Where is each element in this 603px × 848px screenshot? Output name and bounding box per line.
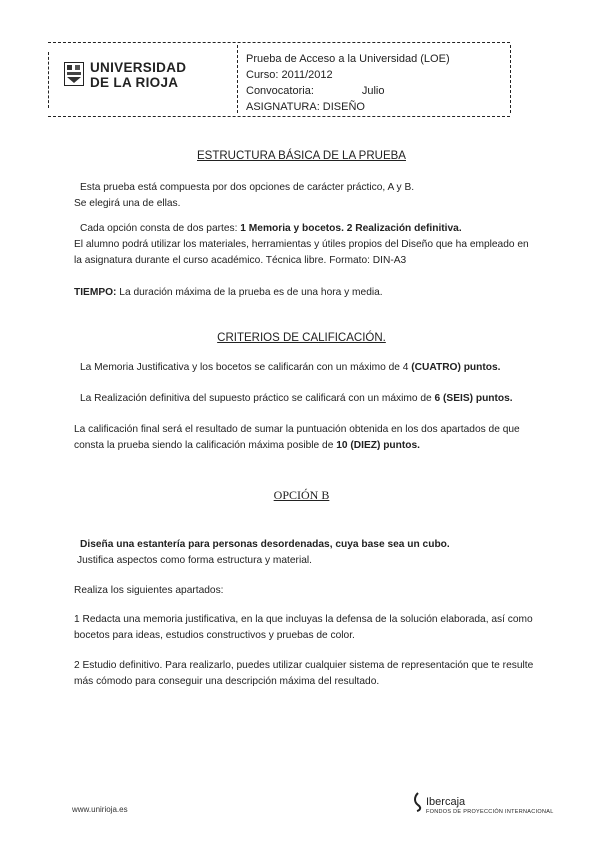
structure-heading: ESTRUCTURA BÁSICA DE LA PRUEBA <box>197 150 406 162</box>
structure-p1-line1: Esta prueba está compuesta por dos opciones de carácter práctico, A y B. <box>80 182 415 193</box>
option-heading: OPCIÓN B <box>273 488 330 502</box>
structure-paragraph-1 <box>74 180 534 212</box>
exam-subject: ASIGNATURA: DISEÑO <box>246 101 365 113</box>
exam-header-info <box>246 51 450 115</box>
criteria-item-2 <box>74 391 534 407</box>
structure-p1-line2: Se elegirá una de ellas. <box>74 198 181 209</box>
option-task <box>74 537 534 569</box>
criteria-item-3 <box>74 422 534 454</box>
session-value: Julio <box>361 85 385 97</box>
criteria-2-text: La Realización definitiva del supuesto práctico se calificará con un máximo de <box>80 393 432 404</box>
structure-p2-rest: El alumno podrá utilizar los materiales, herramientas y útiles propios del Diseño que ha empleado en la asignatura durante el curso académico. Técnica libre. Formato: DIN-A3 <box>74 239 529 266</box>
university-name-line2: DE LA RIOJA <box>90 75 179 90</box>
university-crest-logo <box>64 62 84 86</box>
option-item-1: 1 Redacta una memoria justificativa, en la que incluyas la defensa de la solución elaborada, así como bocetos para ideas, estudios constructivos y pruebas de color. <box>74 614 533 641</box>
criteria-2-points: 6 (SEIS) puntos. <box>434 393 513 404</box>
option-intro: Realiza los siguientes apartados: <box>74 585 224 596</box>
exam-session <box>246 83 450 99</box>
structure-p2-parts: 1 Memoria y bocetos. 2 Realización definitiva. <box>240 223 462 234</box>
option-task-line2: Justifica aspectos como forma estructura y material. <box>77 555 312 566</box>
criteria-item-1 <box>74 360 534 376</box>
criteria-3-points: 10 (DIEZ) puntos. <box>336 440 420 451</box>
session-label: Convocatoria: <box>246 85 314 97</box>
option-item-2: 2 Estudio definitivo. Para realizarlo, puedes utilizar cualquier sistema de representación que te resulte más cómodo para conseguir una descripción máxima del resultado. <box>74 660 534 687</box>
structure-p2-intro: Cada opción consta de dos partes: <box>80 223 238 234</box>
header-left-border <box>48 52 49 108</box>
sponsor-name: Ibercaja <box>426 796 466 808</box>
time-label: TIEMPO: <box>74 287 117 298</box>
criteria-1-text: La Memoria Justificativa y los bocetos se calificarán con un máximo de 4 <box>80 362 409 373</box>
time-text: La duración máxima de la prueba es de una hora y media. <box>119 287 383 298</box>
exam-course: Curso: 2011/2012 <box>246 69 333 81</box>
exam-title: Prueba de Acceso a la Universidad (LOE) <box>246 53 450 65</box>
header-bottom-border <box>48 116 510 117</box>
ibercaja-icon <box>412 792 424 812</box>
footer-url: www.unirioja.es <box>72 805 128 814</box>
header-divider <box>237 45 238 113</box>
criteria-3-text: La calificación final será el resultado de sumar la puntuación obtenida en los dos apartados de que consta la prueba siendo la calificación máxima posible de <box>74 424 520 451</box>
time-paragraph <box>74 285 534 301</box>
option-task-main: Diseña una estantería para personas desordenadas, cuya base sea un cubo. <box>80 539 450 550</box>
university-name <box>90 60 186 90</box>
sponsor-tagline: FONDOS DE PROYECCIÓN INTERNACIONAL <box>426 809 554 815</box>
header-top-border <box>48 42 510 43</box>
university-name-line1: UNIVERSIDAD <box>90 60 187 75</box>
criteria-1-points: (CUATRO) puntos. <box>411 362 501 373</box>
header-right-border <box>510 45 511 113</box>
structure-paragraph-2 <box>74 221 534 269</box>
criteria-heading: CRITERIOS DE CALIFICACIÓN. <box>217 332 386 344</box>
